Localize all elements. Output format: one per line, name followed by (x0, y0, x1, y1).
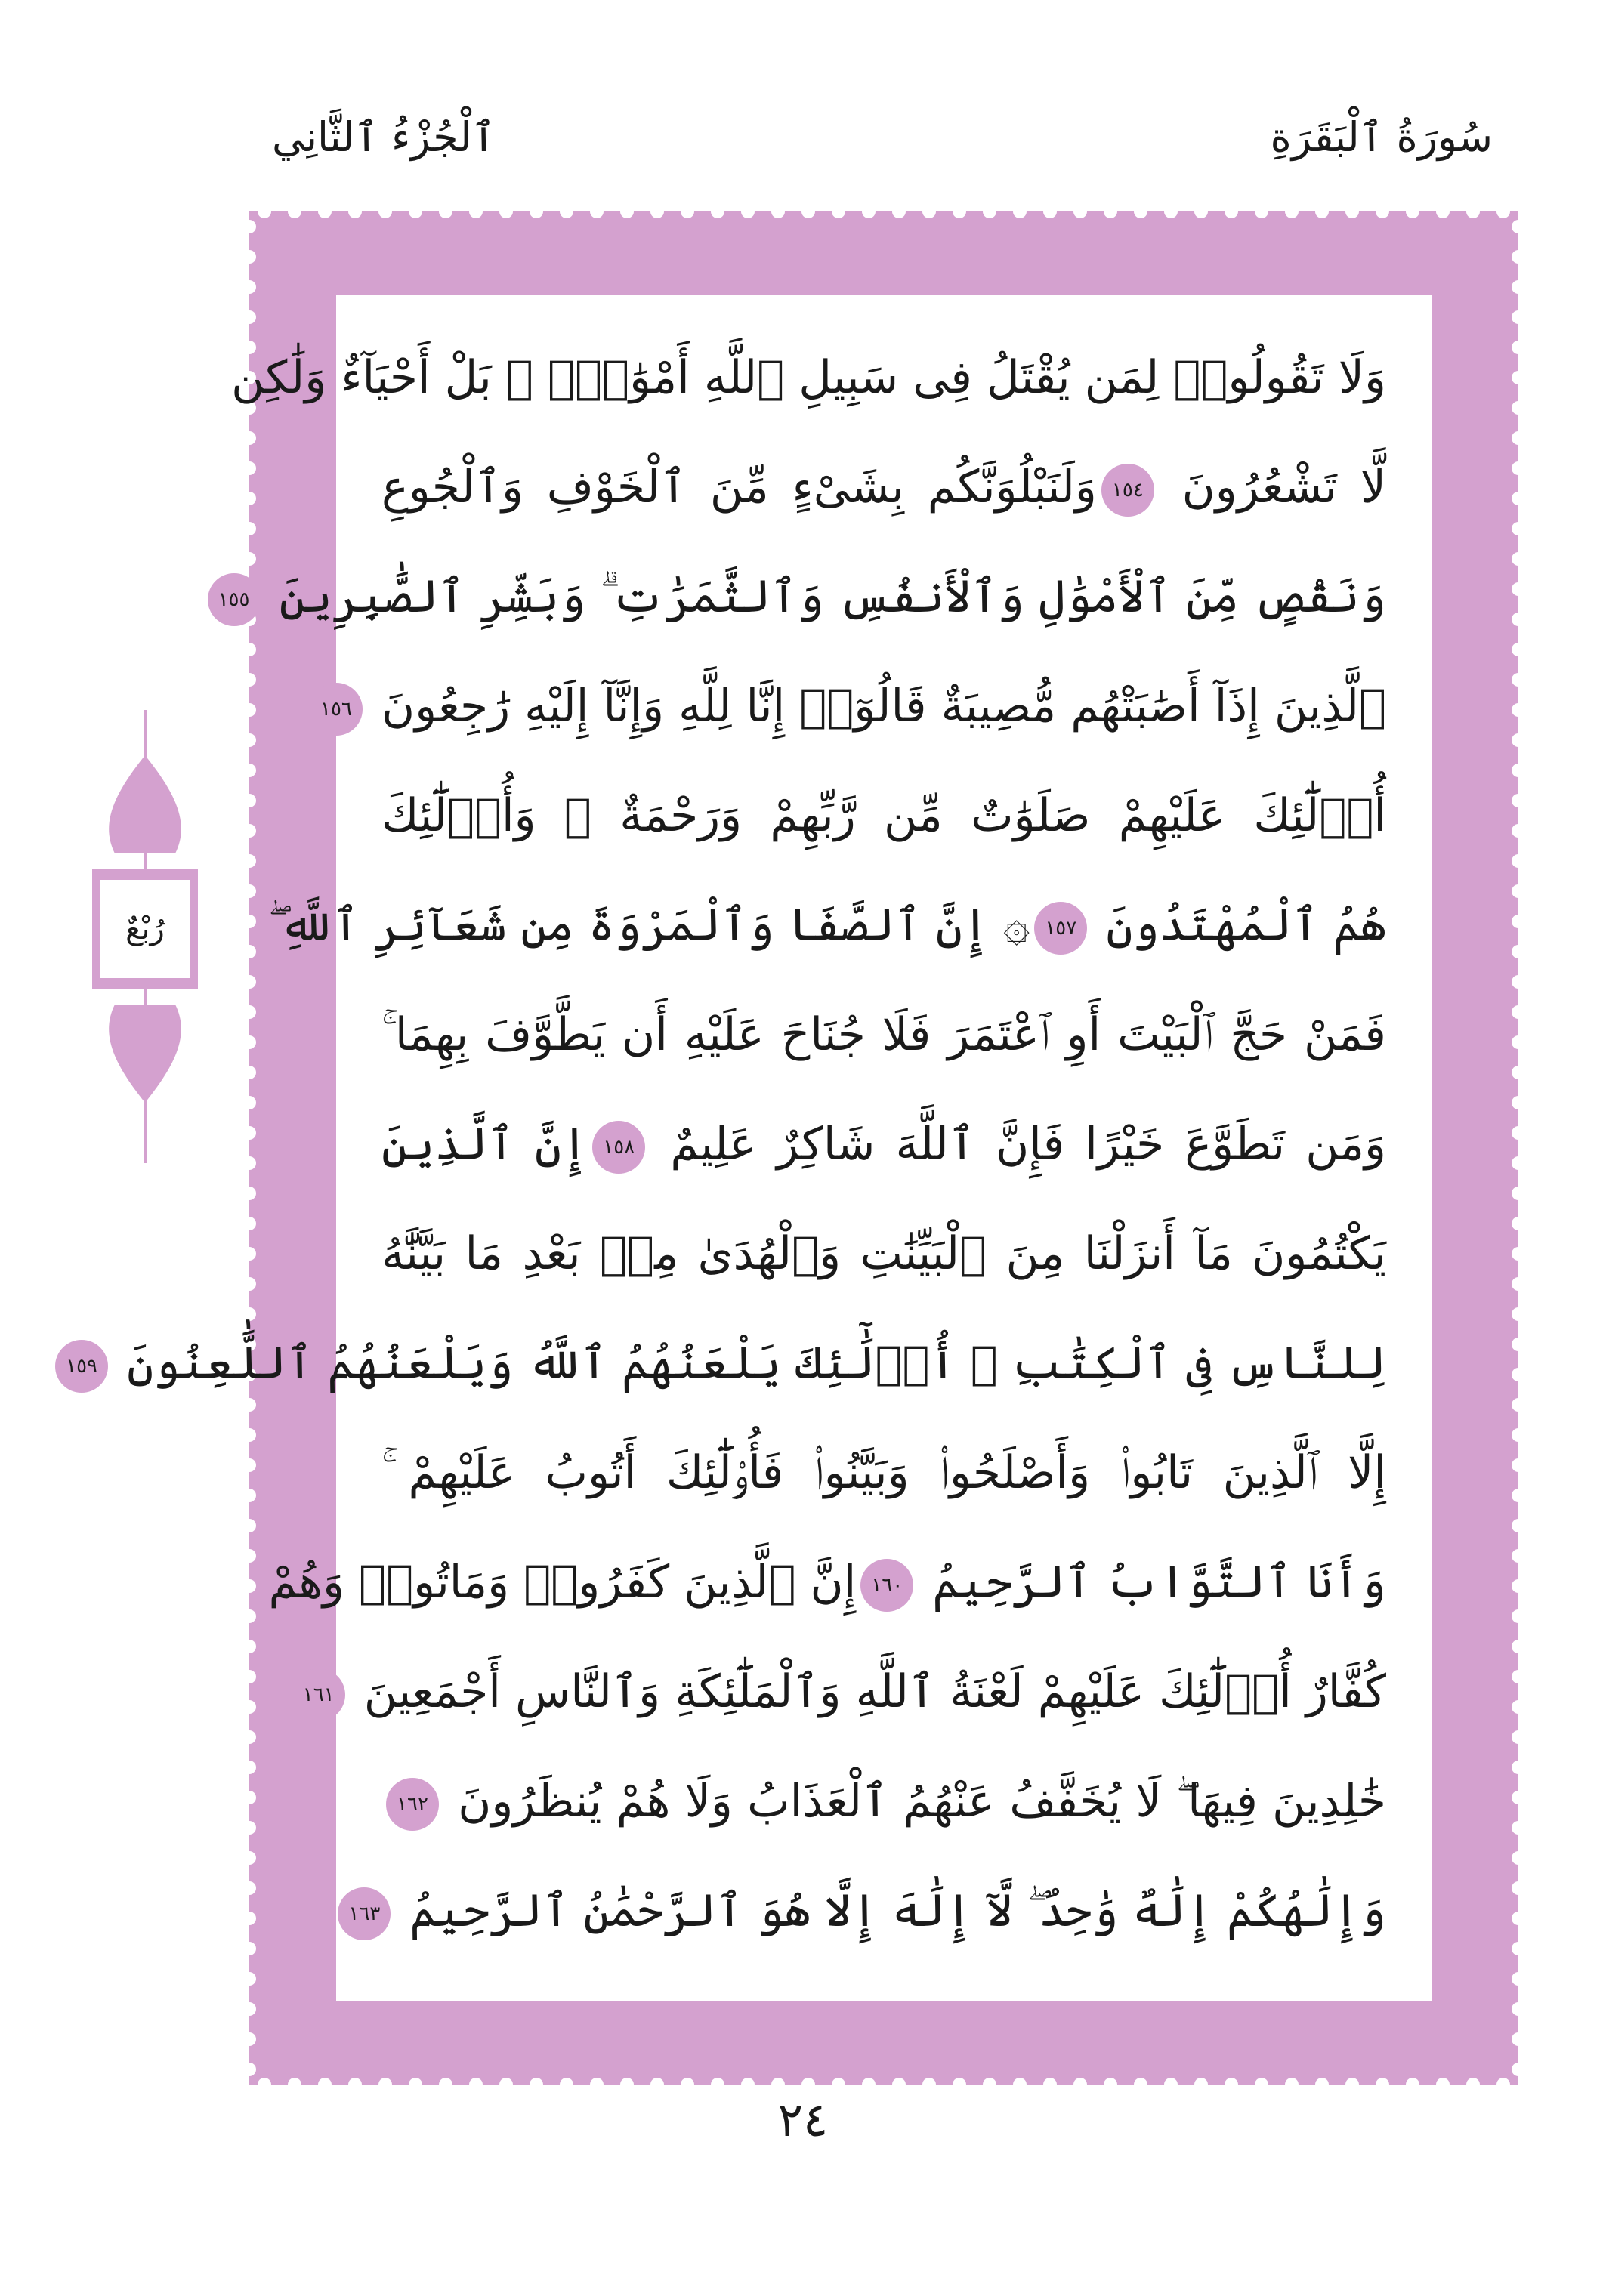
verse-text: خَٰلِدِينَ فِيهَا ۖ لَا يُخَفَّفُ عَنْهُمُ ٱلْعَذَابُ وَلَا هُمْ يُنظَرُونَ (443, 1775, 1386, 1828)
verse-text: وَإِلَٰهُكُمْ إِلَٰهٌ وَٰحِدٌ ۖ لَّآ إِلَٰهَ إِلَّا هُوَ ٱلرَّحْمَٰنُ ٱلرَّحِيمُ (395, 1884, 1386, 1937)
ayah-number-marker: ١٦١ (292, 1668, 345, 1721)
verse-line (231, 325, 1386, 430)
rub-marker (85, 710, 205, 1163)
verse-line (381, 1748, 1386, 1854)
rub-label: رُبْعٌ (125, 912, 165, 946)
ayah-number-marker: ١٥٥ (208, 573, 261, 626)
ayah-number-marker: ١٦٢ (386, 1778, 439, 1831)
verse-line (320, 653, 1386, 759)
verse-text: إِنَّ ٱلَّذِينَ (381, 1118, 588, 1171)
verse-text: ۞ إِنَّ ٱلصَّفَا وَٱلْمَرْوَةَ مِن شَعَآئِرِ ٱللَّهِ ۖ (267, 899, 1030, 952)
verse-text: إِلَّا ٱلَّذِينَ تَابُوا۟ وَأَصْلَحُوا۟ وَبَيَّنُوا۟ فَأُو۟لَٰٓئِكَ أَتُوبُ عَلَيْهِمْ ۚ (381, 1446, 1386, 1499)
verse-line (66, 1310, 1386, 1416)
verse-text: فَمَنْ حَجَّ ٱلْبَيْتَ أَوِ ٱعْتَمَرَ فَلَا جُنَاحَ عَلَيْهِ أَن يَطَّوَّفَ بِهِمَا ۚ (381, 1008, 1386, 1061)
verse-text: لَّا تَشْعُرُونَ (1158, 461, 1386, 514)
page-number: ٢٤ (777, 2092, 829, 2147)
verse-text: يَكْتُمُونَ مَآ أَنزَلْنَا مِنَ ٱلْبَيِّنَٰتِ وَٱلْهُدَىٰ مِنۢ بَعْدِ مَا بَيَّنَّٰهُ (381, 1227, 1386, 1280)
verse-text: وَلَا تَقُولُوا۟ لِمَن يُقْتَلُ فِى سَبِيلِ ٱللَّهِ أَمْوَٰتٌۢ ۚ بَلْ أَحْيَآءٌ وَلَٰكِن (231, 351, 1386, 404)
ayah-number-marker: ١٥٦ (310, 683, 363, 736)
verse-line (218, 544, 1386, 650)
ayah-number-marker: ١٥٤ (1101, 464, 1154, 517)
verse-text: وَنَقْصٍ مِّنَ ٱلْأَمْوَٰلِ وَٱلْأَنفُسِ وَٱلثَّمَرَٰتِ ۗ وَبَشِّرِ ٱلصَّٰبِرِينَ (264, 570, 1386, 623)
verse-text: ٱلَّذِينَ إِذَآ أَصَٰبَتْهُم مُّصِيبَةٌ قَالُوٓا۟ إِنَّا لِلَّهِ وَإِنَّآ إِلَيْهِ رَٰجِعُونَ (366, 680, 1386, 733)
ayah-number-marker: ١٦٠ (860, 1559, 913, 1612)
verse-text: إِنَّ ٱلَّذِينَ كَفَرُوا۟ وَمَاتُوا۟ وَهُمْ (268, 1556, 857, 1609)
verse-line (348, 1858, 1386, 1964)
verse-line (381, 763, 1386, 869)
ayah-number-marker: ١٥٨ (592, 1121, 645, 1174)
juz-title: ٱلْجُزْءُ ٱلثَّانِي (272, 113, 496, 161)
verse-text: وَلَنَبْلُوَنَّكُم بِشَىْءٍ مِّنَ ٱلْخَوْفِ وَٱلْجُوعِ (381, 461, 1097, 514)
verse-text: هُمُ ٱلْمُهْتَدُونَ (1092, 899, 1386, 952)
verse-line (268, 1529, 1386, 1635)
verse-line (302, 1639, 1386, 1745)
verse-text: وَأَنَا ٱلتَّوَّابُ ٱلرَّحِيمُ (918, 1556, 1386, 1609)
verse-text: أُو۟لَٰٓئِكَ عَلَيْهِمْ صَلَوَٰتٌ مِّن رَّبِّهِمْ وَرَحْمَةٌ ۖ وَأُو۟لَٰٓئِكَ (381, 789, 1386, 842)
verse-line (381, 982, 1386, 1088)
verse-line (381, 434, 1386, 540)
verse-line (381, 1420, 1386, 1526)
verse-text: كُفَّارٌ أُو۟لَٰٓئِكَ عَلَيْهِمْ لَعْنَةُ ٱللَّهِ وَٱلْمَلَٰٓئِكَةِ وَٱلنَّاسِ أَجْمَعِينَ (349, 1665, 1386, 1718)
ayah-number-marker: ١٦٣ (338, 1887, 391, 1940)
ayah-number-marker: ١٥٧ (1034, 902, 1087, 955)
ayah-number-marker: ١٥٩ (55, 1340, 108, 1393)
verse-line (267, 872, 1386, 978)
verse-text: وَمَن تَطَوَّعَ خَيْرًا فَإِنَّ ٱللَّهَ شَاكِرٌ عَلِيمٌ (650, 1118, 1386, 1171)
surah-title: سُورَةُ ٱلْبَقَرَةِ (1270, 113, 1493, 161)
verse-text: لِلنَّاسِ فِى ٱلْكِتَٰبِ ۙ أُو۟لَٰٓئِكَ يَلْعَنُهُمُ ٱللَّهُ وَيَلْعَنُهُمُ ٱللَّٰعِنُونَ (113, 1337, 1386, 1390)
verse-line (381, 1091, 1386, 1197)
verse-line (381, 1201, 1386, 1307)
